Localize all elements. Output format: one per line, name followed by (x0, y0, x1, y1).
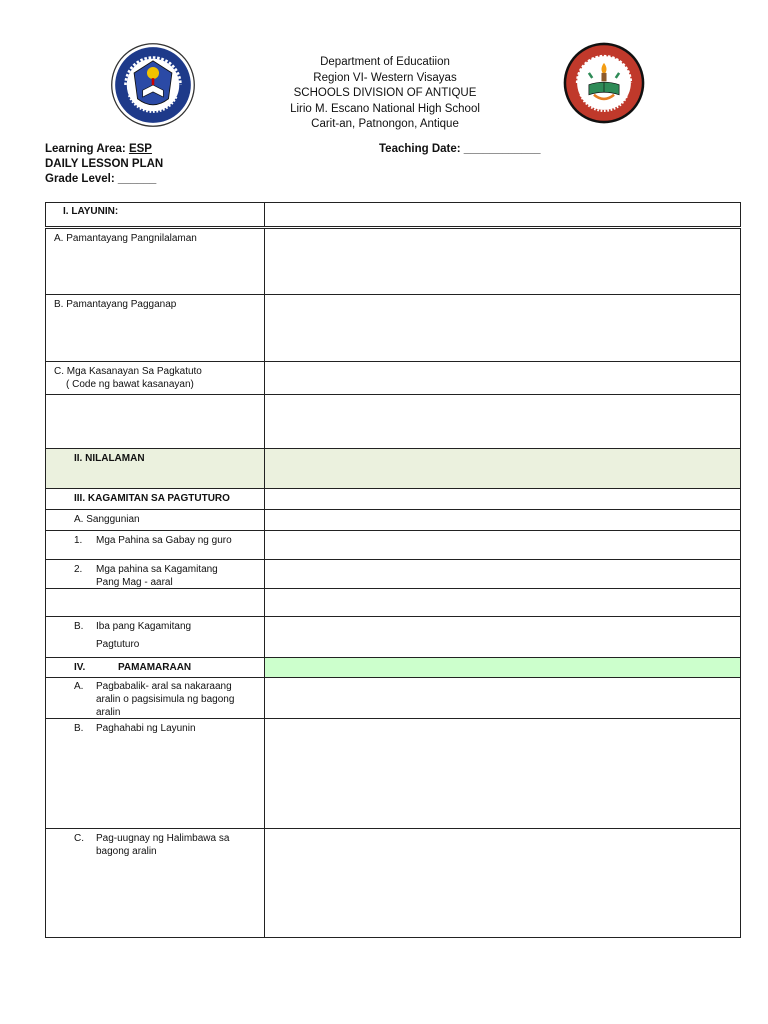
row-pamamaraan (45, 657, 741, 678)
row-gabay-value[interactable] (265, 531, 740, 559)
row-pagbabalik-text: Pagbabalik- aral sa nakaraang aralin o pagsisimula ng bagong aralin (96, 681, 235, 718)
learning-area-value: ESP (128, 143, 152, 155)
row-pagganap-value[interactable] (265, 295, 740, 361)
deped-seal-logo (110, 42, 196, 128)
row-gabay-label (46, 531, 265, 559)
row-nilalaman-label: II. NILALAMAN (46, 449, 265, 488)
row-kasanayan-label (46, 362, 265, 394)
row-kasanayan-line1: C. Mga Kasanayan Sa Pagkatuto (54, 366, 202, 377)
row-nilalaman (45, 448, 741, 489)
row-pamamaraan-number: IV. (74, 662, 86, 673)
row-kasanayan-blank-label (46, 395, 265, 448)
row-pamamaraan-text: PAMAMARAAN (118, 662, 192, 673)
row-gabay-ng-guro (45, 530, 741, 560)
row-kasanayan-line2: ( Code ng bawat kasanayan) (66, 379, 194, 390)
header-line-region: Region VI- Western Visayas (313, 71, 457, 84)
row-sanggunian-value[interactable] (265, 510, 740, 530)
header-line-department: Department of Educatiion (320, 56, 450, 68)
row-kasanayan-blank (45, 394, 741, 449)
row-kagamitang-line1: Mga pahina sa Kagamitang (96, 564, 218, 575)
row-kagamitan (45, 488, 741, 510)
row-nilalaman-value[interactable] (265, 449, 740, 488)
row-kagamitang-mag-aaral (45, 559, 741, 589)
row-pagganap-label: B. Pamantayang Pagganap (46, 295, 265, 361)
row-kagamitan-label: III. KAGAMITAN SA PAGTUTURO (46, 489, 265, 509)
row-paghahabi-label (46, 719, 265, 828)
row-pangnilalaman-value[interactable] (265, 229, 740, 294)
row-pag-uugnay-number: C. (74, 833, 84, 844)
row-layunin-label: I. LAYUNIN: (46, 203, 265, 226)
row-paghahabi-text: Paghahabi ng Layunin (96, 723, 196, 734)
row-blank (45, 588, 741, 617)
row-kasanayan (45, 361, 741, 395)
grade-level: Grade Level: ______ (45, 173, 157, 185)
row-kagamitan-value[interactable] (265, 489, 740, 509)
row-iba-value[interactable] (265, 617, 740, 657)
teaching-date: Teaching Date: ____________ (379, 143, 541, 155)
row-kagamitang-number: 2. (74, 564, 83, 575)
row-iba-number: B. (74, 621, 84, 632)
row-iba-pang-kagamitang (45, 616, 741, 658)
row-gabay-number: 1. (74, 535, 83, 546)
header-line-division: SCHOOLS DIVISION OF ANTIQUE (293, 87, 477, 99)
row-blank-label (46, 589, 265, 616)
header-block (200, 55, 570, 133)
row-kagamitang-line2: Pang Mag - aaral (96, 577, 173, 588)
row-layunin-value[interactable] (265, 203, 740, 226)
learning-area (45, 142, 163, 157)
row-paghahabi-value[interactable] (265, 719, 740, 828)
row-iba-line1: Iba pang Kagamitang (96, 621, 192, 632)
row-paghahabi (45, 718, 741, 829)
plan-title: DAILY LESSON PLAN (45, 158, 164, 170)
header-line-address: Carit-an, Patnongon, Antique (311, 118, 459, 130)
row-kagamitang-value[interactable] (265, 560, 740, 588)
row-pag-uugnay-text: Pag-uugnay ng Halimbawa sa bagong aralin (96, 833, 230, 857)
row-pamamaraan-value[interactable] (265, 658, 740, 677)
row-pamamaraan-label (46, 658, 265, 677)
row-pag-uugnay (45, 828, 741, 938)
row-kasanayan-value[interactable] (265, 362, 740, 394)
row-pamantayang-pangnilalaman (45, 228, 741, 295)
row-pagbabalik-aral (45, 677, 741, 719)
lesson-meta (45, 142, 163, 187)
header-line-school: Lirio M. Escano National High School (290, 102, 480, 115)
learning-area-label: Learning Area: (45, 143, 126, 155)
row-iba-line2: Pagtuturo (96, 639, 140, 650)
row-layunin (45, 202, 741, 227)
row-sanggunian (45, 509, 741, 531)
row-pagbabalik-number: A. (74, 681, 84, 692)
row-pagbabalik-label (46, 678, 265, 718)
row-pangnilalaman-label: A. Pamantayang Pangnilalaman (46, 229, 265, 294)
row-pagbabalik-value[interactable] (265, 678, 740, 718)
row-pag-uugnay-value[interactable] (265, 829, 740, 937)
school-seal-logo (562, 41, 646, 125)
row-sanggunian-label: A. Sanggunian (46, 510, 265, 530)
row-paghahabi-number: B. (74, 723, 84, 734)
row-pamantayang-pagganap (45, 294, 741, 362)
row-kagamitang-label (46, 560, 265, 588)
row-gabay-text: Mga Pahina sa Gabay ng guro (96, 535, 232, 546)
row-iba-label (46, 617, 265, 657)
row-blank-value[interactable] (265, 589, 740, 616)
row-kasanayan-blank-value[interactable] (265, 395, 740, 448)
row-pag-uugnay-label (46, 829, 265, 937)
